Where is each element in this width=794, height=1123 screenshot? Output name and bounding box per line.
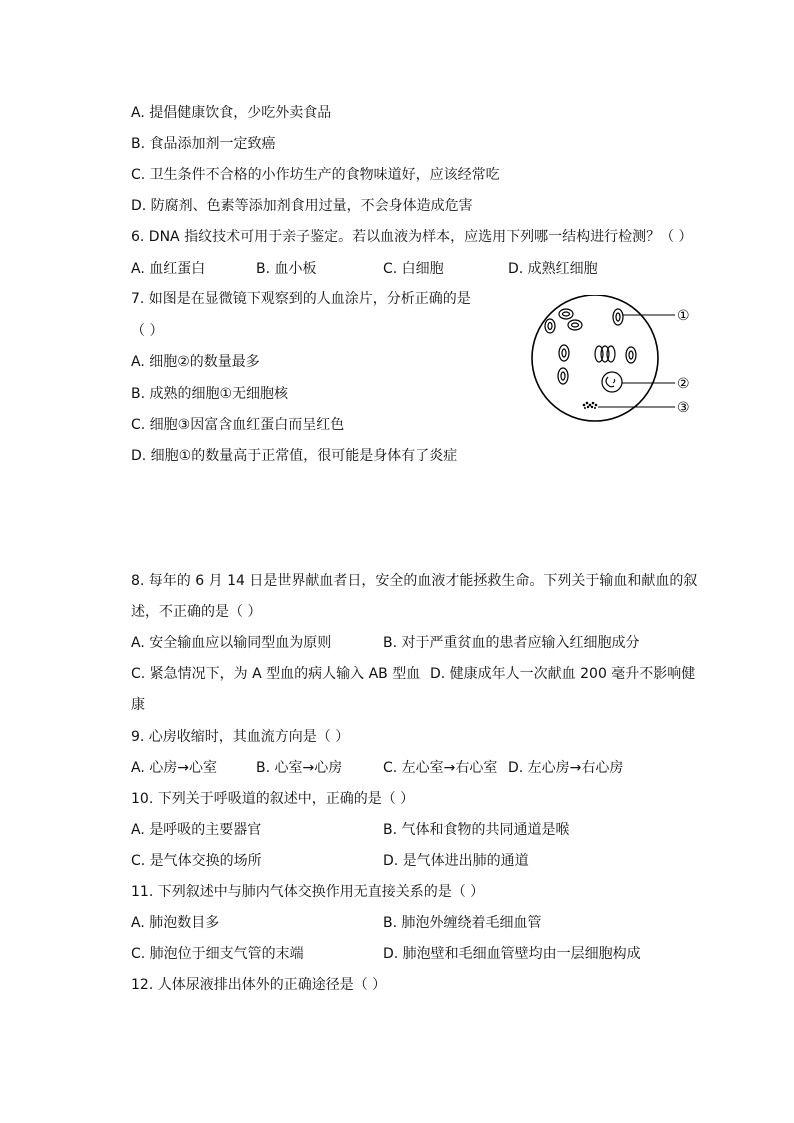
q10-option-d: D. 是气体进出肺的通道 (383, 853, 529, 869)
q11-option-c: C. 肺泡位于细支气管的末端 (131, 946, 304, 962)
q9-option-b: B. 心室→心房 (256, 760, 343, 776)
label-1: ① (677, 308, 690, 324)
q6-stem: 6. DNA 指纹技术可用于亲子鉴定。若以血液为样本，应选用下列哪一结构进行检测？（ ） (131, 229, 693, 245)
q7-option-b: B. 成熟的细胞①无细胞核 (131, 386, 289, 402)
blood-smear-figure (520, 295, 700, 425)
q10-stem: 10. 下列关于呼吸道的叙述中，正确的是（ ） (131, 791, 415, 807)
q7-option-a: A. 细胞②的数量最多 (131, 354, 260, 370)
q7-option-c: C. 细胞③因富含血红蛋白而呈红色 (131, 417, 345, 433)
q5-option-a: A. 提倡健康饮食，少吃外卖食品 (131, 105, 332, 121)
q9-option-a: A. 心房→心室 (131, 760, 217, 776)
q10-option-b: B. 气体和食物的共同通道是喉 (383, 822, 570, 838)
q8-option-d-continued: 康 (131, 697, 145, 713)
q8-option-b: B. 对于严重贫血的患者应输入红细胞成分 (383, 635, 640, 651)
q8-stem-line2: 述，不正确的是（ ） (131, 604, 262, 620)
q6-option-c: C. 白细胞 (383, 261, 444, 277)
q8-stem-line1: 8. 每年的 6 月 14 日是世界献血者日，安全的血液才能拯救生命。下列关于输血和献血的叙 (131, 573, 698, 589)
q5-option-c: C. 卫生条件不合格的小作坊生产的食物味道好，应该经常吃 (131, 167, 500, 183)
q8-option-c: C. 紧急情况下，为 A 型血的病人输入 AB 型血 (131, 666, 421, 682)
white-blood-cell (602, 372, 622, 392)
q10-option-c: C. 是气体交换的场所 (131, 853, 262, 869)
q7-option-d: D. 细胞①的数量高于正常值，很可能是身体有了炎症 (131, 448, 458, 464)
q11-stem: 11. 下列叙述中与肺内气体交换作用无直接关系的是（ ） (131, 884, 485, 900)
q9-option-c: C. 左心室→右心室 (383, 760, 498, 776)
q7-stem: 7. 如图是在显微镜下观察到的人血涂片，分析正确的是 (131, 291, 471, 307)
q8-option-a: A. 安全输血应以输同型血为原则 (131, 635, 332, 651)
q6-option-a: A. 血红蛋白 (131, 261, 206, 277)
q11-option-a: A. 肺泡数目多 (131, 915, 220, 931)
platelets (583, 402, 598, 409)
q5-option-b: B. 食品添加剂一定致癌 (131, 136, 276, 152)
q7-paren: （ ） (131, 323, 164, 339)
q8-option-d: D. 健康成年人一次献血 200 毫升不影响健 (430, 666, 696, 682)
q9-stem: 9. 心房收缩时，其血流方向是（ ） (131, 729, 350, 745)
q11-option-b: B. 肺泡外缠绕着毛细血管 (383, 915, 542, 931)
q6-option-d: D. 成熟红细胞 (508, 261, 598, 277)
q12-stem: 12. 人体尿液排出体外的正确途径是（ ） (131, 977, 387, 993)
red-blood-cells (545, 309, 636, 384)
q11-option-d: D. 肺泡壁和毛细血管壁均由一层细胞构成 (383, 946, 641, 962)
label-3: ③ (677, 400, 690, 416)
q10-option-a: A. 是呼吸的主要器官 (131, 822, 262, 838)
q6-option-b: B. 血小板 (256, 261, 317, 277)
q9-option-d: D. 左心房→右心房 (508, 760, 624, 776)
q5-option-d: D. 防腐剂、色素等添加剂食用过量，不会身体造成危害 (131, 198, 473, 214)
label-2: ② (677, 376, 690, 392)
